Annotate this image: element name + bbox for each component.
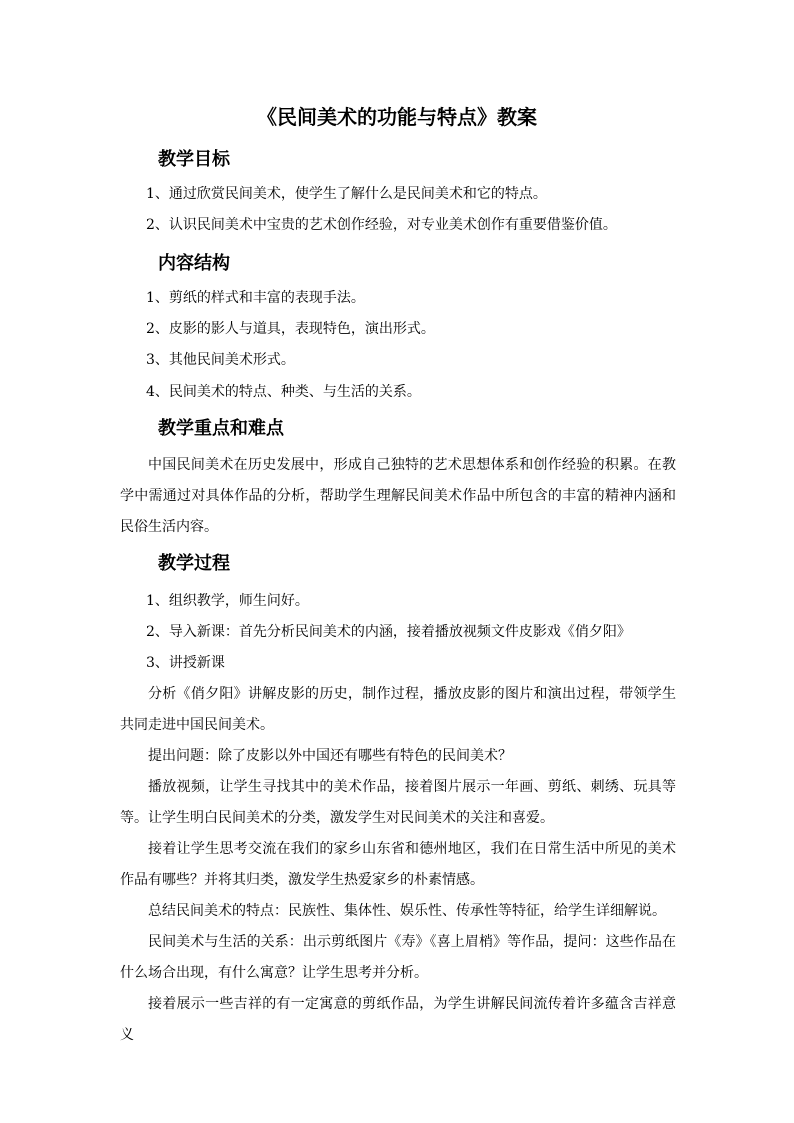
list-item: 2、导入新课：首先分析民间美术的内涵，接着播放视频文件皮影戏《俏夕阳》 [146, 624, 631, 640]
list-item: 1、通过欣赏民间美术，使学生了解什么是民间美术和它的特点。 [146, 186, 547, 202]
list-item: 2、认识民间美术中宝贵的艺术创作经验，对专业美术创作有重要借鉴价值。 [146, 217, 617, 233]
heading-teaching-process: 教学过程 [158, 553, 230, 574]
paragraph: 接着让学生思考交流在我们的家乡山东省和德州地区，我们在日常生活中所见的美术作品有哪些？并将其归类，激发学生热爱家乡的朴素情感。 [120, 841, 676, 888]
heading-key-points: 教学重点和难点 [158, 418, 284, 439]
list-item: 3、讲授新课 [146, 655, 225, 671]
paragraph: 中国民间美术在历史发展中，形成自己独特的艺术思想体系和创作经验的积累。在教学中需通过对具体作品的分析，帮助学生理解民间美术作品中所包含的丰富的精神内涵和民俗生活内容。 [120, 457, 676, 535]
paragraph: 分析《俏夕阳》讲解皮影的历史，制作过程，播放皮影的图片和演出过程，带领学生共同走进中国民间美术。 [120, 686, 676, 733]
paragraph: 接着展示一些吉祥的有一定寓意的剪纸作品，为学生讲解民间流传着许多蕴含吉祥意义 [120, 996, 676, 1043]
list-item: 2、皮影的影人与道具，表现特色，演出形式。 [146, 321, 435, 337]
list-item: 4、民间美术的特点、种类、与生活的关系。 [146, 384, 421, 400]
paragraph: 总结民间美术的特点：民族性、集体性、娱乐性、传承性等特征，给学生详细解说。 [148, 903, 666, 919]
list-item: 3、其他民间美术形式。 [146, 352, 295, 368]
heading-teaching-goals: 教学目标 [158, 149, 230, 170]
paragraph: 播放视频，让学生寻找其中的美术作品，接着图片展示一年画、剪纸、刺绣、玩具等等。让学生明白民间美术的分类，激发学生对民间美术的关注和喜爱。 [120, 779, 676, 826]
list-item: 1、组织教学，师生问好。 [146, 593, 309, 609]
list-item: 1、剪纸的样式和丰富的表现手法。 [146, 290, 365, 306]
heading-content-structure: 内容结构 [158, 253, 230, 274]
paragraph: 民间美术与生活的关系：出示剪纸图片《寿》《喜上眉梢》等作品，提问：这些作品在什么场合出现，有什么寓意？让学生思考并分析。 [120, 934, 676, 981]
document-title: 《民间美术的功能与特点》教案 [257, 105, 537, 129]
paragraph: 提出问题：除了皮影以外中国还有哪些有特色的民间美术？ [148, 748, 512, 764]
